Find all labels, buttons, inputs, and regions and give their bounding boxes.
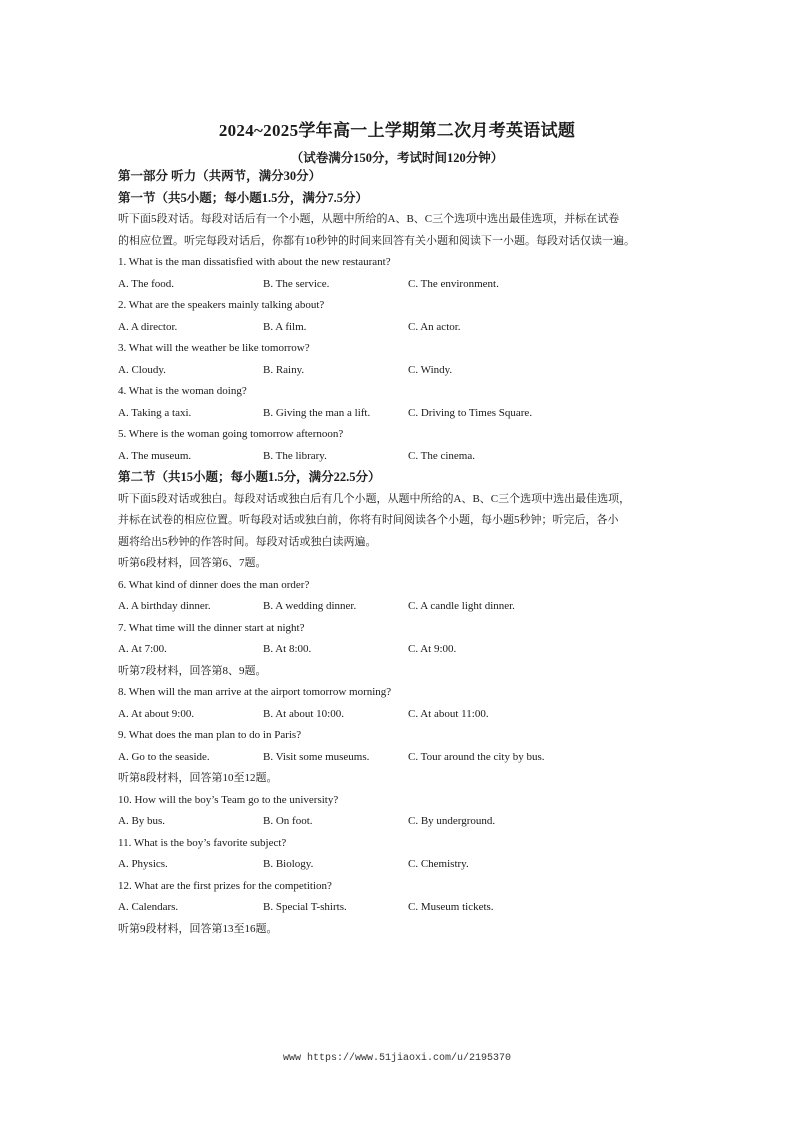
options-11 — [118, 854, 688, 876]
option-a: A. A director. — [118, 320, 178, 333]
section1-instruction-line1: 听下面5段对话。每段对话后有一个小题，从题中所给的A、B、C三个选项中选出最佳选项，并标在试卷 — [118, 213, 620, 225]
option-c: C. Driving to Times Square. — [408, 406, 533, 419]
option-c: C. At 9:00. — [408, 643, 457, 655]
option-a: A. Physics. — [118, 858, 168, 870]
option-c: C. The cinema. — [408, 449, 475, 462]
option-a: A. The food. — [118, 277, 175, 290]
options-8 — [118, 704, 688, 726]
question-7: 7. What time will the dinner start at night? — [118, 621, 305, 634]
option-b: B. Giving the man a lift. — [263, 406, 371, 419]
option-c: C. By underground. — [408, 815, 496, 827]
option-b: B. At about 10:00. — [263, 707, 344, 720]
option-a: A. At about 9:00. — [118, 707, 195, 720]
question-5: 5. Where is the woman going tomorrow afternoon? — [118, 428, 344, 440]
options-4 — [118, 403, 688, 425]
option-a: A. Cloudy. — [118, 363, 166, 376]
material-6-note: 听第6段材料，回答第6、7题。 — [118, 557, 267, 569]
option-a: A. Go to the seaside. — [118, 750, 210, 763]
option-b: B. The service. — [263, 277, 330, 290]
section2-instruction-line2: 并标在试卷的相应位置。听每段对话或独白前，你将有时间阅读各个小题，每小题5秒钟；听完后，各小 — [118, 514, 619, 526]
option-b: B. The library. — [263, 449, 327, 462]
exam-content — [118, 166, 688, 940]
option-a: A. The museum. — [118, 449, 192, 462]
question-11: 11. What is the boy’s favorite subject? — [118, 836, 287, 849]
option-b: B. On foot. — [263, 815, 313, 827]
option-b: B. A film. — [263, 320, 307, 333]
options-12 — [118, 897, 688, 919]
section1-heading: 第一节（共5小题；每小题1.5分，满分7.5分） — [118, 190, 369, 205]
option-c: C. An actor. — [408, 320, 461, 333]
options-1 — [118, 274, 688, 296]
question-12: 12. What are the first prizes for the competition? — [118, 879, 332, 892]
question-9: 9. What does the man plan to do in Paris? — [118, 729, 302, 741]
option-b: B. Visit some museums. — [263, 750, 370, 763]
options-9 — [118, 747, 688, 769]
question-10: 10. How will the boy’s Team go to the university? — [118, 793, 339, 806]
question-1: 1. What is the man dissatisfied with about the new restaurant? — [118, 256, 391, 268]
option-c: C. Museum tickets. — [408, 901, 494, 913]
page-title: 2024~2025学年高一上学期第二次月考英语试题 — [218, 121, 576, 140]
option-a: A. Calendars. — [118, 901, 179, 913]
option-b: B. A wedding dinner. — [263, 600, 357, 612]
material-7-note: 听第7段材料，回答第8、9题。 — [118, 664, 267, 677]
question-3: 3. What will the weather be like tomorrow? — [118, 342, 310, 354]
option-c: C. At about 11:00. — [408, 707, 489, 720]
page-subtitle: （试卷满分150分，考试时间120分钟） — [290, 151, 504, 165]
options-2 — [118, 317, 688, 339]
part1-heading: 第一部分 听力（共两节，满分30分） — [118, 169, 322, 183]
option-c: C. A candle light dinner. — [408, 600, 515, 612]
section1-instruction-line2: 的相应位置。听完每段对话后，你都有10秒钟的时间来回答有关小题和阅读下一小题。每段对话仅读一遍。 — [118, 234, 635, 247]
option-a: A. By bus. — [118, 815, 166, 827]
question-8: 8. When will the man arrive at the airport tomorrow morning? — [118, 686, 392, 698]
question-6: 6. What kind of dinner does the man order? — [118, 578, 310, 591]
footer-watermark-url: www https://www.51jiaoxi.com/u/2195370 — [282, 1053, 512, 1064]
question-4: 4. What is the woman doing? — [118, 385, 247, 397]
option-a: A. A birthday dinner. — [118, 600, 211, 612]
section2-instruction-line1: 听下面5段对话或独白。每段对话或独白后有几个小题，从题中所给的A、B、C三个选项中选出最佳选项， — [118, 492, 631, 505]
options-6 — [118, 596, 688, 618]
option-b: B. Special T-shirts. — [263, 901, 347, 913]
option-c: C. Tour around the city by bus. — [408, 750, 545, 763]
options-3 — [118, 360, 688, 382]
question-2: 2. What are the speakers mainly talking about? — [118, 299, 325, 311]
option-a: A. At 7:00. — [118, 643, 167, 655]
option-c: C. The environment. — [408, 277, 499, 290]
options-10 — [118, 811, 688, 833]
option-b: B. At 8:00. — [263, 643, 312, 655]
option-c: C. Chemistry. — [408, 858, 469, 870]
material-9-note: 听第9段材料，回答第13至16题。 — [118, 922, 278, 935]
section2-instruction-line3: 题将给出5秒钟的作答时间。每段对话或独白读两遍。 — [118, 535, 377, 548]
option-c: C. Windy. — [408, 363, 453, 376]
option-b: B. Rainy. — [263, 363, 305, 376]
option-a: A. Taking a taxi. — [118, 406, 192, 419]
options-7 — [118, 639, 688, 661]
material-8-note: 听第8段材料，回答第10至12题。 — [118, 772, 278, 784]
option-b: B. Biology. — [263, 858, 314, 870]
section2-heading: 第二节（共15小题；每小题1.5分，满分22.5分） — [118, 470, 381, 484]
options-5 — [118, 446, 688, 468]
